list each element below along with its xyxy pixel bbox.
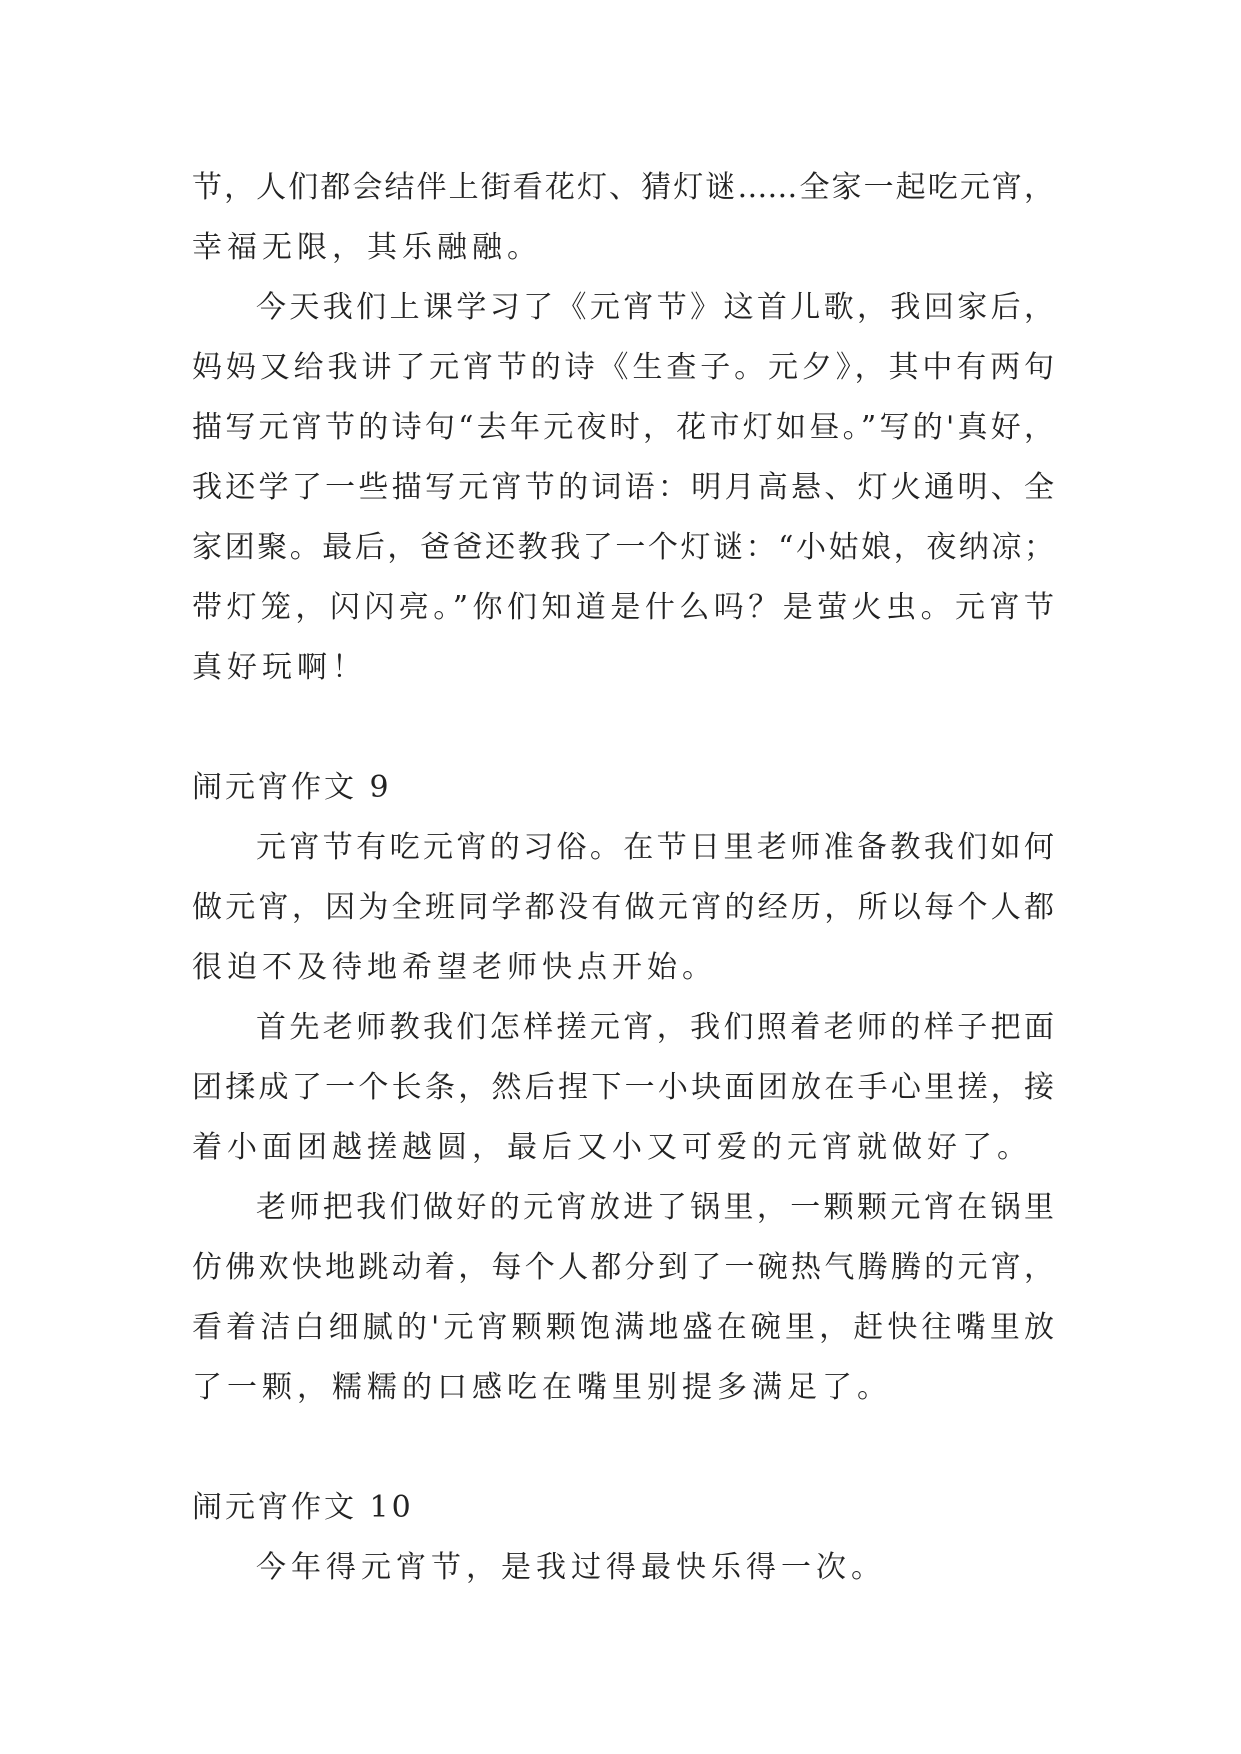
section-gap: [192, 1418, 1054, 1478]
text-line: 做元宵，因为全班同学都没有做元宵的经历，所以每个人都: [192, 890, 1054, 925]
paragraph: [192, 1538, 1054, 1598]
paragraph: [192, 278, 1054, 698]
text-line: 妈妈又给我讲了元宵节的诗《生查子。元夕》，其中有两句: [192, 350, 1054, 385]
text-line: 幸福无限，其乐融融。: [192, 230, 542, 265]
essay-section: [192, 1478, 1054, 1598]
text-line: 节，人们都会结伴上街看花灯、猜灯谜……全家一起吃元宵，: [192, 170, 1054, 205]
essay-heading: 闹元宵作文 9: [192, 770, 392, 805]
section-gap: [192, 698, 1054, 758]
text-line: 今天我们上课学习了《元宵节》这首儿歌，我回家后，: [256, 290, 1054, 325]
text-line: 带灯笼，闪闪亮。”你们知道是什么吗？是萤火虫。元宵节: [192, 590, 1054, 625]
text-line: 元宵节有吃元宵的习俗。在节日里老师准备教我们如何: [256, 830, 1054, 865]
text-line: 很迫不及待地希望老师快点开始。: [192, 950, 717, 985]
text-line: 着小面团越搓越圆，最后又小又可爱的元宵就做好了。: [192, 1130, 1032, 1165]
paragraph: [192, 998, 1054, 1178]
essay-heading: 闹元宵作文 10: [192, 1490, 414, 1525]
essay-section: [192, 758, 1054, 1418]
text-line: 老师把我们做好的元宵放进了锅里，一颗颗元宵在锅里: [256, 1190, 1054, 1225]
document-body: [192, 158, 1054, 1598]
essay-section: [192, 158, 1054, 698]
text-line: 看着洁白细腻的'元宵颗颗饱满地盛在碗里，赶快往嘴里放: [192, 1310, 1054, 1345]
text-line: 描写元宵节的诗句“去年元夜时，花市灯如昼。”写的'真好，: [192, 410, 1054, 445]
text-line: 真好玩啊！: [192, 650, 367, 685]
text-line: 家团聚。最后，爸爸还教我了一个灯谜：“小姑娘，夜纳凉；: [192, 530, 1054, 565]
text-line: 团揉成了一个长条，然后捏下一小块面团放在手心里搓，接: [192, 1070, 1054, 1105]
text-line: 了一颗，糯糯的口感吃在嘴里别提多满足了。: [192, 1370, 892, 1405]
paragraph: [192, 818, 1054, 998]
text-line: 首先老师教我们怎样搓元宵，我们照着老师的样子把面: [256, 1010, 1054, 1045]
paragraph: [192, 158, 1054, 278]
text-line: 我还学了一些描写元宵节的词语：明月高悬、灯火通明、全: [192, 470, 1054, 505]
text-line: 仿佛欢快地跳动着，每个人都分到了一碗热气腾腾的元宵，: [192, 1250, 1054, 1285]
paragraph: [192, 1178, 1054, 1418]
text-line: 今年得元宵节，是我过得最快乐得一次。: [256, 1550, 886, 1585]
